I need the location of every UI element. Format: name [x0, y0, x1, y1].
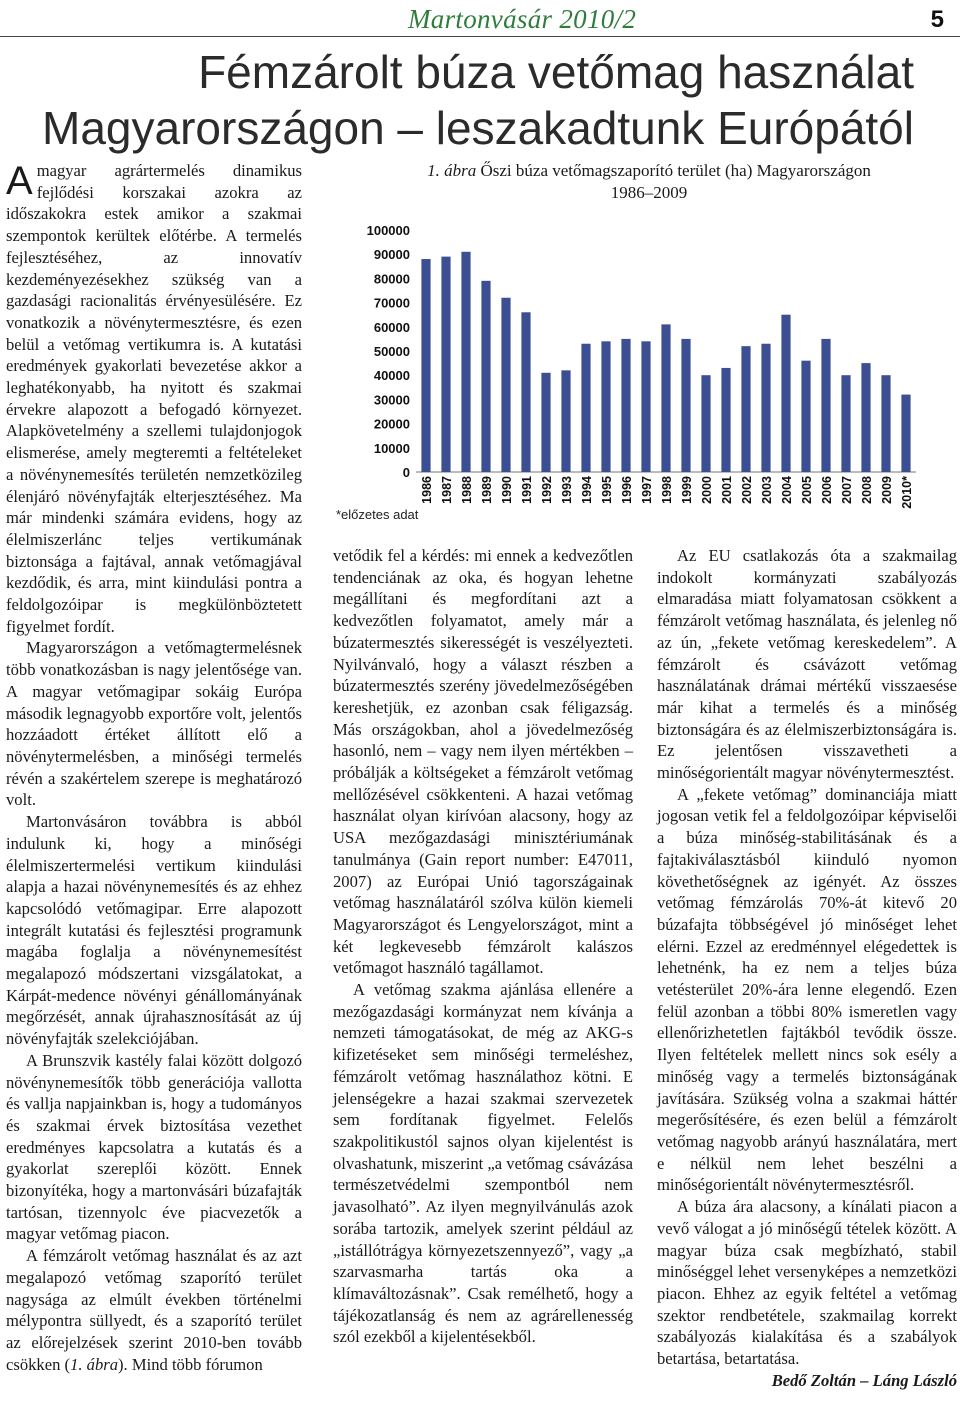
bar: [601, 341, 610, 472]
bar: [581, 344, 590, 472]
x-tick-label: 2001: [720, 476, 734, 504]
header-rule: [0, 36, 960, 37]
x-tick-label: 1987: [440, 476, 454, 504]
bar: [701, 375, 710, 472]
bar: [661, 324, 670, 472]
bar: [541, 373, 550, 472]
x-tick-label: 1998: [660, 476, 674, 504]
y-tick-label: 70000: [373, 295, 410, 311]
x-tick-label: 2000: [700, 476, 714, 504]
paragraph-text: magyar agrártermelés dinamikus fejlődési korszakai azokra az időszakokra estek amikor a szakmai szempontok kerültek előtérbe. A termelés fejlesztéséhez, az innovatív kezdeményezésekhez szükség van a gazdasági racionalitás érvényesülésére. Ez vonatkozik a növénytermesztésre, és ezen belül a vetőmag vertikumra is. A kutatási eredmények gyakorlati bevezetése akkor a leghatékonyabb, ha nyitott és szakmai érvekre alapozott a befogadó környezet. Alapkövetelmény a szellemi tulajdonjogok elismerése, amely megteremti a feltételeket a növénynemesítés területén nemzetközileg élenjáró növényfajták elterjesztéséhez. Ma már mindenki számára evidens, hogy az élelmiszerlánc teljes vertikumának biztonsága a fajtával, annak vetőmagjával kezdődik, és arra, mint kiindulási pontra a feldolgozóipar is megkülönböztetett figyelmet fordít.: [6, 161, 302, 636]
drop-cap: A: [6, 159, 33, 203]
paragraph: Martonvásáron továbbra is abból indulunk ki, hogy a minőségi élelmiszertermelési vertikum kiindulási alapja a hazai növénynemesítés és az ehhez kapcsolódó vetőmagipar. Erre alapozott integrált kutatási és fejlesztési programunk magába foglalja a növénynemesítést megalapozó módszertani vizsgálatokat, a Kárpát-medence növényi génállományának megőrzését, annak újrahasznosítását az új növényfajták szelekciójában.: [6, 812, 302, 1049]
column-right: [657, 545, 957, 1391]
y-tick-label: 10000: [373, 440, 410, 456]
paragraph: A vetőmag szakma ajánlása ellenére a mezőgazdasági kormányzat nem kívánja a nemzeti támogatásokat, de még az AKG-s kifizetéseket sem minőségi termeléshez, fémzárolt vetőmag használathoz kötni. E jelenségekre a hazai szakmai szervezetek sem fordítanak figyelmet. Felelős szakpolitikustól sajnos olyan kijelentést is olvashatunk, miszerint „a vetőmag csávázása természetvédelmi szempontból nem javasolható”. Az ilyen megnyilvánulás azok sorába tartozik, amelyek szerint például az „istállótrágya környezetszennyező”, vagy „a szarvasmarha tartás oka a klímaváltozásnak”. Csak remélhető, hogy a tájékozatlanság és nem az agrárellenesség szól ezekből a kijelentésekből.: [333, 980, 633, 1347]
x-tick-label: 2005: [800, 476, 814, 504]
y-tick-label: 50000: [373, 344, 410, 359]
chart-footnote: *előzetes adat: [336, 507, 419, 522]
x-tick-label: 1993: [560, 476, 574, 504]
x-tick-label: 2004: [780, 476, 794, 504]
journal-title: Martonvásár 2010/2: [408, 4, 637, 34]
paragraph: A búza ára alacsony, a kínálati piacon a vevő válogat a jó minőségű tételek között. A magyar búza csak megbízható, stabil minőséggel lehet versenyképes a nemzetközi piacon. Ehhez az egyik feltétel a vetőmag szektor rendbetétele, szakmailag korrekt szabályozás kialakítása és a szabályok betartása, betartatása.: [657, 1197, 957, 1369]
bar: [441, 257, 450, 472]
x-tick-label: 2009: [880, 476, 894, 504]
y-tick-label: 20000: [373, 416, 410, 432]
bar: [501, 298, 510, 472]
paragraph-text: ). Mind több fórumon: [118, 1354, 263, 1374]
bar: [801, 361, 810, 472]
column-left: [6, 160, 302, 1375]
y-tick-label: 90000: [373, 247, 410, 263]
figure-caption-text: Őszi búza vetőmagszaporító terület (ha) Magyarországon: [476, 161, 871, 180]
masthead: [0, 0, 960, 36]
bar: [781, 315, 790, 472]
y-tick-label: 100000: [366, 223, 410, 238]
x-tick-label: 2003: [760, 476, 774, 504]
bar: [861, 363, 870, 472]
y-tick-label: 80000: [373, 271, 410, 287]
bar-chart: [328, 210, 958, 510]
figure-1: [328, 160, 958, 525]
bar: [841, 375, 850, 472]
y-tick-label: 60000: [373, 319, 410, 335]
page-number: 5: [930, 6, 944, 33]
x-tick-label: 1989: [480, 476, 494, 504]
headline-line-1: Fémzárolt búza vetőmag használat: [198, 46, 914, 98]
article-headline: [0, 44, 960, 156]
x-tick-label: 1992: [540, 476, 554, 504]
x-tick-label: 1995: [600, 476, 614, 504]
x-tick-label: 1986: [420, 476, 434, 504]
column-middle: [333, 545, 633, 1348]
x-tick-label: 1999: [680, 476, 694, 504]
headline-line-2: Magyarországon – leszakadtunk Európától: [42, 102, 914, 155]
x-tick-label: 1994: [580, 476, 594, 504]
figure-label: 1. ábra: [427, 161, 477, 180]
bar: [461, 252, 470, 472]
bar: [621, 339, 630, 472]
paragraph-text: A fémzárolt vetőmag használat és az azt megalapozó vetőmag szaporító terület nagysága az elmúlt években történelmi mélypontra süllyedt, és a szaporító terület az előrejelzések szerint 2010-ben tovább csökken (: [6, 1246, 302, 1374]
x-tick-label: 2007: [840, 476, 854, 504]
bar: [481, 281, 490, 472]
x-tick-label: 1991: [520, 476, 534, 504]
x-tick-label: 2008: [860, 476, 874, 504]
bar: [721, 368, 730, 472]
bar: [761, 344, 770, 472]
figure-caption-years: 1986–2009: [610, 183, 688, 202]
y-tick-label: 40000: [373, 368, 410, 384]
bar: [821, 339, 830, 472]
bar: [901, 395, 910, 472]
y-tick-label: 0: [402, 465, 410, 480]
bar: [561, 370, 570, 472]
paragraph: [6, 160, 302, 637]
paragraph: [6, 1245, 302, 1375]
x-tick-label: 2010*: [900, 476, 914, 509]
paragraph: vetődik fel a kérdés: mi ennek a kedvezőtlen tendenciának az oka, és hogyan lehetne megállítani és megfordítani azt a kedvezőtlen folyamatot, amely már a búzatermesztés sikerességét is veszélyezteti. Nyilvánvaló, hogy a választ részben a búzatermesztés szerény jövedelmezőségében kereshetjük, ez azonban csak féligazság. Más országokban, ahol a jövedelmezőség hasonló, nem – vagy nem ilyen mértékben – próbálják a költségeket a fémzárolt vetőmag mellőzésével csökkenteni. A hazai vetőmag használat olyan kirívóan alacsony, hogy az USA mezőgazdasági minisztériumának tanulmánya (Gain report number: E47011, 2007) az Európai Unió tagországainak vetőmag használatáról szólva külön kiemeli Magyarországot és Lengyelországot, mint a két legkevesebb fémzárolt kalászos vetőmagot használó tagállamot.: [333, 546, 633, 978]
x-tick-label: 2006: [820, 476, 834, 504]
x-tick-label: 2002: [740, 476, 754, 504]
bar: [741, 346, 750, 472]
paragraph: Az EU csatlakozás óta a szakmailag indokolt kormányzati szabályozás elmaradása miatt folyamatosan csökkent a fémzárolt vetőmag használata, és jelenleg nő az ún, „fekete vetőmag kereskedelem”. A fémzárolt és csávázott vetőmag használatának drámai mértékű visszaesése már kihat a termelés és a minőség biztonságára és az élelmiszerbiztonságára is. Ez jelentősen visszavetheti a minőségorientált magyar növénytermesztést.: [657, 546, 957, 783]
paragraph: A Brunszvik kastély falai között dolgozó növénynemesítők több generációja vallotta és vallja napjainkban is, hogy a tudományos és szakmai érvek biztosítása vezethet eredményes kapcsolatra a kutatás és a gyakorlat szereplői között. Ennek bizonyítéka, hogy a martonvásári búzafajták tartósan, tizennyolc éve piacvezetők a magyar vetőmag piacon.: [6, 1050, 302, 1244]
x-tick-label: 1996: [620, 476, 634, 504]
bar: [881, 375, 890, 472]
y-tick-label: 30000: [373, 392, 410, 408]
bar: [681, 339, 690, 472]
x-tick-label: 1990: [500, 476, 514, 504]
bar: [421, 259, 430, 472]
bar: [521, 312, 530, 472]
bar: [641, 341, 650, 472]
author-signature: Bedő Zoltán – Láng László: [771, 1370, 957, 1390]
figure-caption: [340, 160, 958, 204]
x-tick-label: 1997: [640, 476, 654, 504]
paragraph: A „fekete vetőmag” dominanciája miatt jogosan vetik fel a feldolgozóipar képviselői a búza minőség-stabilitásának és a fajtakiválasztásból kiinduló nyomon követhetőségnek az igényét. Az összes vetőmag fémzárolás 70%-át kitevő 20 búzafajta többségével jó minőséget lehet elérni. Ezzel az eredménnyel elégedettek is lehetnénk, ha ez nem a teljes búza vetésterület 20%-ára lenne elegendő. Ezen felül azonban a többi 80% ismeretlen vagy ellenőrizhetetlen fajtákból tevődik össze. Ilyen feltételek mellett nincs sok esély a minőség vagy a termelés biztonságának javítására. Szükség volna a szakmai háttér megerősítésére, és ezen belül a fémzárolt vetőmag nagyobb arányú használatára, mert e nélkül nem lehet beszélni a minőségorientált növénytermesztésről.: [657, 784, 957, 1195]
paragraph: Magyarországon a vetőmagtermelésnek több vonatkozásban is nagy jelentősége van. A magyar vetőmagipar sokáig Európa második legnagyobb exportőre volt, jelentős hozzáadott értéket állított elő a növénytermelésben, a minőségi termelés révén a szakértelem szerepe is meghatározó volt.: [6, 638, 302, 810]
figure-reference: 1. ábra: [70, 1354, 119, 1374]
x-tick-label: 1988: [460, 476, 474, 504]
